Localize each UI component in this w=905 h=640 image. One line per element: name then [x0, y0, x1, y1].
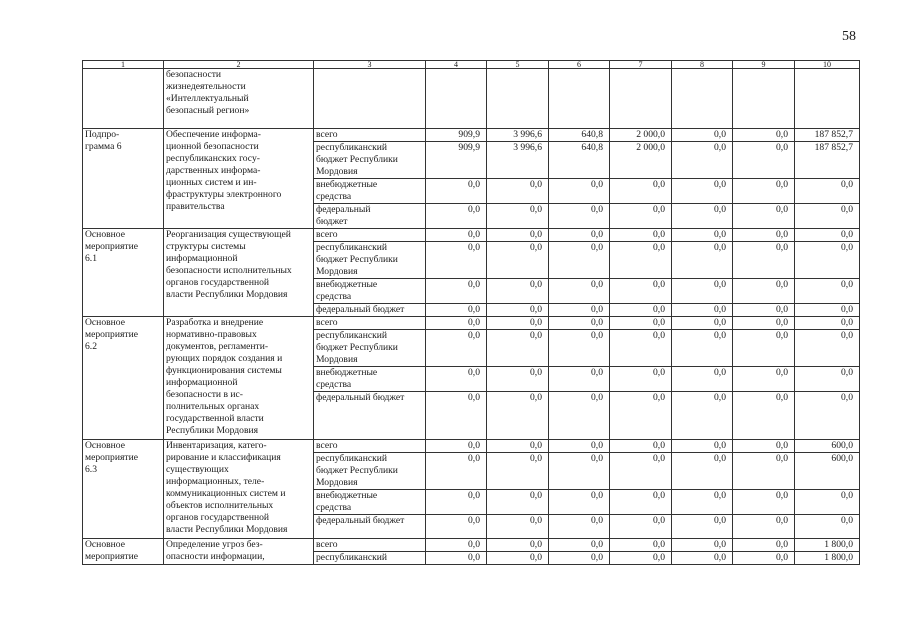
value-cell: 0,0 [487, 552, 549, 565]
value-cell: 909,9 [426, 129, 487, 142]
value-cell: 0,0 [549, 279, 610, 304]
value-cell: 0,0 [610, 552, 672, 565]
value-cell: 0,0 [672, 367, 733, 392]
value-cell: 0,0 [487, 539, 549, 552]
funding-cell [314, 69, 426, 129]
value-cell [795, 69, 860, 129]
value-cell: 600,0 [795, 440, 860, 453]
value-cell: 0,0 [426, 552, 487, 565]
value-cell: 0,0 [610, 242, 672, 279]
value-cell: 0,0 [610, 179, 672, 204]
value-cell: 0,0 [426, 179, 487, 204]
value-cell: 0,0 [610, 204, 672, 229]
value-cell: 909,9 [426, 142, 487, 179]
program-label: Основное мероприятие [83, 539, 164, 565]
value-cell: 0,0 [487, 179, 549, 204]
value-cell: 0,0 [733, 304, 795, 317]
funding-source: республиканский бюджет Республики Мордовия [314, 330, 426, 367]
funding-source: республиканский бюджет Республики Мордовия [314, 242, 426, 279]
value-cell: 0,0 [795, 367, 860, 392]
value-cell: 187 852,7 [795, 142, 860, 179]
value-cell [733, 69, 795, 129]
funding-source: внебюджетные средства [314, 279, 426, 304]
value-cell: 0,0 [672, 242, 733, 279]
program-label: Основное мероприятие 6.1 [83, 229, 164, 317]
value-cell: 0,0 [487, 242, 549, 279]
funding-source: республиканский бюджет Республики Мордовия [314, 142, 426, 179]
value-cell: 0,0 [795, 204, 860, 229]
value-cell: 0,0 [426, 330, 487, 367]
value-cell: 0,0 [795, 279, 860, 304]
funding-source: федеральный бюджет [314, 204, 426, 229]
table-row [83, 440, 860, 453]
value-cell: 0,0 [487, 453, 549, 490]
value-cell [672, 69, 733, 129]
value-cell: 0,0 [672, 179, 733, 204]
value-cell: 0,0 [549, 453, 610, 490]
value-cell: 0,0 [549, 490, 610, 515]
funding-source: внебюджетные средства [314, 490, 426, 515]
value-cell: 640,8 [549, 129, 610, 142]
value-cell: 2 000,0 [610, 129, 672, 142]
value-cell: 0,0 [549, 179, 610, 204]
label-cell [83, 69, 164, 129]
value-cell: 0,0 [549, 552, 610, 565]
funding-source: внебюджетные средства [314, 179, 426, 204]
value-cell: 0,0 [487, 367, 549, 392]
value-cell: 3 996,6 [487, 142, 549, 179]
value-cell: 0,0 [733, 204, 795, 229]
value-cell: 0,0 [795, 229, 860, 242]
value-cell: 0,0 [672, 392, 733, 440]
value-cell: 0,0 [795, 392, 860, 440]
column-number-row [83, 61, 860, 69]
column-number: 4 [426, 61, 487, 69]
value-cell: 0,0 [733, 515, 795, 539]
value-cell: 0,0 [733, 317, 795, 330]
value-cell: 640,8 [549, 142, 610, 179]
value-cell: 0,0 [549, 515, 610, 539]
column-number: 3 [314, 61, 426, 69]
value-cell: 0,0 [487, 490, 549, 515]
value-cell: 0,0 [672, 129, 733, 142]
value-cell: 0,0 [672, 552, 733, 565]
column-number: 8 [672, 61, 733, 69]
value-cell: 0,0 [487, 392, 549, 440]
value-cell: 0,0 [672, 453, 733, 490]
value-cell: 0,0 [549, 392, 610, 440]
value-cell: 0,0 [610, 440, 672, 453]
funding-source: всего [314, 229, 426, 242]
value-cell: 0,0 [610, 317, 672, 330]
value-cell: 0,0 [426, 490, 487, 515]
value-cell: 0,0 [795, 330, 860, 367]
value-cell: 0,0 [426, 453, 487, 490]
table-row [83, 317, 860, 330]
value-cell: 0,0 [487, 330, 549, 367]
value-cell [487, 69, 549, 129]
value-cell: 0,0 [733, 453, 795, 490]
value-cell: 0,0 [549, 317, 610, 330]
value-cell: 0,0 [549, 229, 610, 242]
value-cell: 0,0 [426, 392, 487, 440]
funding-source: республиканский [314, 552, 426, 565]
value-cell: 0,0 [733, 179, 795, 204]
funding-source: федеральный бюджет [314, 515, 426, 539]
value-cell: 0,0 [549, 304, 610, 317]
column-number: 1 [83, 61, 164, 69]
value-cell: 0,0 [733, 129, 795, 142]
value-cell: 0,0 [610, 304, 672, 317]
value-cell: 0,0 [795, 304, 860, 317]
program-description: Обеспечение информа- ционной безопасности республиканских госу- дарственных информа- ционных систем и ин- фраструктуры электронного правительства [164, 129, 314, 229]
value-cell: 0,0 [733, 142, 795, 179]
value-cell: 0,0 [672, 279, 733, 304]
value-cell: 0,0 [733, 552, 795, 565]
value-cell: 0,0 [672, 440, 733, 453]
program-description: Разработка и внедрение нормативно-правовых документов, регламенти- рующих порядок создания и функционирования системы информационной безопасности в ис- полнительных органах государственной власти Республики Мордовия [164, 317, 314, 440]
table-row [83, 229, 860, 242]
value-cell: 0,0 [610, 490, 672, 515]
program-label: Основное мероприятие 6.2 [83, 317, 164, 440]
value-cell [549, 69, 610, 129]
value-cell: 0,0 [672, 330, 733, 367]
value-cell: 0,0 [733, 279, 795, 304]
funding-source: внебюджетные средства [314, 367, 426, 392]
value-cell: 0,0 [426, 242, 487, 279]
value-cell: 0,0 [795, 242, 860, 279]
value-cell: 0,0 [672, 142, 733, 179]
value-cell: 0,0 [733, 229, 795, 242]
value-cell: 0,0 [733, 242, 795, 279]
program-description: Реорганизация существующей структуры системы информационной безопасности исполнительных органов государственной власти Республики Мордовия [164, 229, 314, 317]
funding-source: федеральный бюджет [314, 392, 426, 440]
value-cell: 1 800,0 [795, 552, 860, 565]
value-cell: 0,0 [672, 539, 733, 552]
funding-source: всего [314, 440, 426, 453]
value-cell: 0,0 [426, 317, 487, 330]
value-cell [610, 69, 672, 129]
value-cell: 0,0 [487, 304, 549, 317]
value-cell: 0,0 [795, 515, 860, 539]
value-cell: 0,0 [795, 317, 860, 330]
value-cell: 1 800,0 [795, 539, 860, 552]
value-cell: 0,0 [426, 367, 487, 392]
value-cell: 0,0 [610, 453, 672, 490]
value-cell: 3 996,6 [487, 129, 549, 142]
funding-source: всего [314, 317, 426, 330]
value-cell: 0,0 [549, 242, 610, 279]
funding-source: всего [314, 129, 426, 142]
funding-source: республиканский бюджет Республики Мордовия [314, 453, 426, 490]
value-cell: 0,0 [733, 440, 795, 453]
funding-source: всего [314, 539, 426, 552]
column-number: 7 [610, 61, 672, 69]
page-number: 58 [842, 29, 856, 44]
value-cell: 0,0 [733, 367, 795, 392]
description-cell: безопасности жизнедеятельности «Интеллектуальный безопасный регион» [164, 69, 314, 129]
value-cell: 0,0 [795, 179, 860, 204]
value-cell: 0,0 [487, 515, 549, 539]
column-number: 5 [487, 61, 549, 69]
value-cell: 187 852,7 [795, 129, 860, 142]
value-cell: 0,0 [426, 515, 487, 539]
value-cell: 0,0 [487, 279, 549, 304]
value-cell: 0,0 [672, 515, 733, 539]
column-number: 10 [795, 61, 860, 69]
value-cell: 0,0 [672, 229, 733, 242]
value-cell: 0,0 [426, 440, 487, 453]
value-cell: 2 000,0 [610, 142, 672, 179]
value-cell: 0,0 [426, 304, 487, 317]
value-cell: 0,0 [610, 367, 672, 392]
table-body [83, 61, 860, 565]
program-label: Основное мероприятие 6.3 [83, 440, 164, 539]
value-cell: 0,0 [426, 229, 487, 242]
value-cell: 0,0 [549, 539, 610, 552]
value-cell: 0,0 [672, 317, 733, 330]
table-row [83, 129, 860, 142]
program-description: Инвентаризация, катего- рирование и классификация существующих информационных, теле- коммуникационных систем и объектов исполнительных органов государственной власти Республики Мордовия [164, 440, 314, 539]
value-cell: 0,0 [610, 330, 672, 367]
value-cell: 0,0 [426, 279, 487, 304]
value-cell [426, 69, 487, 129]
value-cell: 0,0 [795, 490, 860, 515]
value-cell: 0,0 [426, 539, 487, 552]
program-description: Определение угроз без- опасности информации, [164, 539, 314, 565]
value-cell: 0,0 [610, 539, 672, 552]
value-cell: 0,0 [610, 392, 672, 440]
column-number: 6 [549, 61, 610, 69]
column-number: 9 [733, 61, 795, 69]
continuation-row [83, 69, 860, 129]
table-row [83, 539, 860, 552]
value-cell: 0,0 [610, 279, 672, 304]
column-number: 2 [164, 61, 314, 69]
funding-source: федеральный бюджет [314, 304, 426, 317]
value-cell: 0,0 [733, 392, 795, 440]
value-cell: 0,0 [672, 204, 733, 229]
value-cell: 0,0 [610, 229, 672, 242]
value-cell: 0,0 [672, 490, 733, 515]
value-cell: 0,0 [610, 515, 672, 539]
value-cell: 0,0 [487, 204, 549, 229]
value-cell: 600,0 [795, 453, 860, 490]
value-cell: 0,0 [549, 204, 610, 229]
value-cell: 0,0 [733, 539, 795, 552]
value-cell: 0,0 [487, 317, 549, 330]
value-cell: 0,0 [733, 490, 795, 515]
value-cell: 0,0 [487, 229, 549, 242]
value-cell: 0,0 [426, 204, 487, 229]
value-cell: 0,0 [549, 440, 610, 453]
value-cell: 0,0 [733, 330, 795, 367]
value-cell: 0,0 [672, 304, 733, 317]
program-label: Подпро- грамма 6 [83, 129, 164, 229]
value-cell: 0,0 [549, 367, 610, 392]
value-cell: 0,0 [487, 440, 549, 453]
value-cell: 0,0 [549, 330, 610, 367]
budget-table [82, 60, 860, 565]
